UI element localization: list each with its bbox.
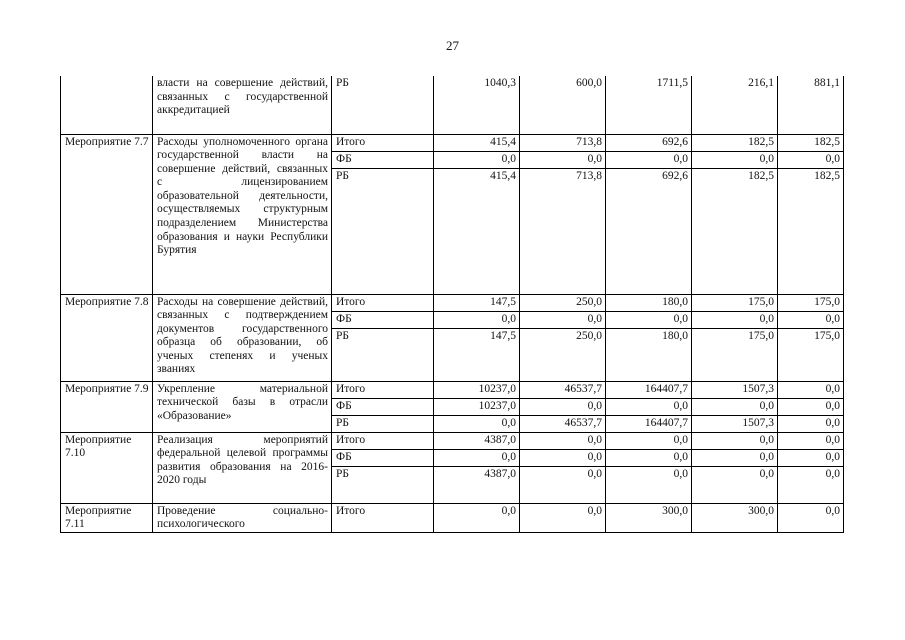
value-cell: 4387,0 <box>434 466 520 503</box>
funding-source-cell: ФБ <box>332 311 434 328</box>
value-cell: 0,0 <box>520 432 606 449</box>
measure-description-cell: власти на совершение действий, связанных с государственной аккредитацией <box>153 76 332 134</box>
value-cell: 300,0 <box>606 503 692 532</box>
funding-source-cell: РБ <box>332 415 434 432</box>
funding-source-cell: РБ <box>332 466 434 503</box>
funding-source-cell: РБ <box>332 328 434 381</box>
value-cell: 692,6 <box>606 168 692 294</box>
value-cell: 0,0 <box>434 503 520 532</box>
value-cell: 0,0 <box>778 503 844 532</box>
value-cell: 10237,0 <box>434 381 520 398</box>
value-cell: 0,0 <box>520 151 606 168</box>
funding-source-cell: ФБ <box>332 151 434 168</box>
value-cell: 175,0 <box>778 328 844 381</box>
value-cell: 180,0 <box>606 294 692 311</box>
value-cell: 0,0 <box>434 449 520 466</box>
value-cell: 0,0 <box>606 311 692 328</box>
value-cell: 0,0 <box>434 151 520 168</box>
measure-name-cell <box>61 76 153 134</box>
funding-source-cell: ФБ <box>332 449 434 466</box>
value-cell: 0,0 <box>692 311 778 328</box>
value-cell: 0,0 <box>778 466 844 503</box>
value-cell: 881,1 <box>778 76 844 134</box>
value-cell: 713,8 <box>520 134 606 151</box>
value-cell: 180,0 <box>606 328 692 381</box>
value-cell: 0,0 <box>434 415 520 432</box>
value-cell: 1507,3 <box>692 381 778 398</box>
value-cell: 713,8 <box>520 168 606 294</box>
value-cell: 415,4 <box>434 168 520 294</box>
value-cell: 175,0 <box>778 294 844 311</box>
value-cell: 0,0 <box>434 311 520 328</box>
table-row <box>61 503 844 532</box>
table-row <box>61 294 844 311</box>
value-cell: 600,0 <box>520 76 606 134</box>
table-row <box>61 134 844 151</box>
measure-description-cell: Проведение социально-психологического <box>153 503 332 532</box>
value-cell: 250,0 <box>520 294 606 311</box>
funding-source-cell: ФБ <box>332 398 434 415</box>
measure-name-cell: Мероприятие 7.9 <box>61 381 153 432</box>
measure-description-cell: Реализация мероприятий федеральной целевой программы развития образования на 2016-2020 годы <box>153 432 332 503</box>
value-cell: 250,0 <box>520 328 606 381</box>
measure-description-cell: Укрепление материальной технической базы в отрасли «Образование» <box>153 381 332 432</box>
value-cell: 147,5 <box>434 294 520 311</box>
budget-table <box>60 76 844 533</box>
value-cell: 46537,7 <box>520 415 606 432</box>
measure-description-cell: Расходы уполномоченного органа государственной власти на совершение действий, связанных с лицензированием образовательной деятельности, осуществляемых структурным подразделением Министерства образования и науки Республики Бурятия <box>153 134 332 294</box>
measure-name-cell: Мероприятие 7.8 <box>61 294 153 381</box>
value-cell: 0,0 <box>778 432 844 449</box>
value-cell: 46537,7 <box>520 381 606 398</box>
value-cell: 0,0 <box>520 449 606 466</box>
value-cell: 175,0 <box>692 294 778 311</box>
value-cell: 1040,3 <box>434 76 520 134</box>
value-cell: 0,0 <box>692 466 778 503</box>
value-cell: 175,0 <box>692 328 778 381</box>
value-cell: 0,0 <box>606 151 692 168</box>
value-cell: 0,0 <box>520 311 606 328</box>
funding-source-cell: Итого <box>332 134 434 151</box>
value-cell: 1507,3 <box>692 415 778 432</box>
value-cell: 0,0 <box>520 398 606 415</box>
value-cell: 0,0 <box>778 311 844 328</box>
funding-source-cell: РБ <box>332 76 434 134</box>
value-cell: 0,0 <box>778 449 844 466</box>
value-cell: 164407,7 <box>606 415 692 432</box>
funding-source-cell: Итого <box>332 432 434 449</box>
value-cell: 216,1 <box>692 76 778 134</box>
value-cell: 0,0 <box>778 415 844 432</box>
funding-source-cell: Итого <box>332 294 434 311</box>
table-row <box>61 381 844 398</box>
funding-source-cell: Итого <box>332 381 434 398</box>
measure-name-cell: Мероприятие 7.7 <box>61 134 153 294</box>
page-number: 27 <box>446 38 459 53</box>
value-cell: 182,5 <box>778 134 844 151</box>
value-cell: 0,0 <box>778 151 844 168</box>
value-cell: 0,0 <box>778 381 844 398</box>
funding-source-cell: РБ <box>332 168 434 294</box>
value-cell: 1711,5 <box>606 76 692 134</box>
measure-name-cell: Мероприятие 7.10 <box>61 432 153 503</box>
value-cell: 0,0 <box>520 466 606 503</box>
value-cell: 0,0 <box>606 466 692 503</box>
value-cell: 0,0 <box>606 432 692 449</box>
measure-name-cell: Мероприятие 7.11 <box>61 503 153 532</box>
value-cell: 182,5 <box>692 134 778 151</box>
value-cell: 300,0 <box>692 503 778 532</box>
value-cell: 0,0 <box>606 398 692 415</box>
value-cell: 0,0 <box>692 449 778 466</box>
table-row <box>61 76 844 134</box>
value-cell: 0,0 <box>692 432 778 449</box>
measure-description-cell: Расходы на совершение действий, связанных с подтверждением документов государственного образца об образовании, об ученых степенях и ученых званиях <box>153 294 332 381</box>
value-cell: 692,6 <box>606 134 692 151</box>
value-cell: 415,4 <box>434 134 520 151</box>
funding-source-cell: Итого <box>332 503 434 532</box>
value-cell: 0,0 <box>692 398 778 415</box>
table-row <box>61 432 844 449</box>
value-cell: 10237,0 <box>434 398 520 415</box>
value-cell: 182,5 <box>692 168 778 294</box>
value-cell: 147,5 <box>434 328 520 381</box>
value-cell: 0,0 <box>778 398 844 415</box>
value-cell: 4387,0 <box>434 432 520 449</box>
value-cell: 0,0 <box>520 503 606 532</box>
value-cell: 0,0 <box>606 449 692 466</box>
value-cell: 182,5 <box>778 168 844 294</box>
value-cell: 0,0 <box>692 151 778 168</box>
value-cell: 164407,7 <box>606 381 692 398</box>
